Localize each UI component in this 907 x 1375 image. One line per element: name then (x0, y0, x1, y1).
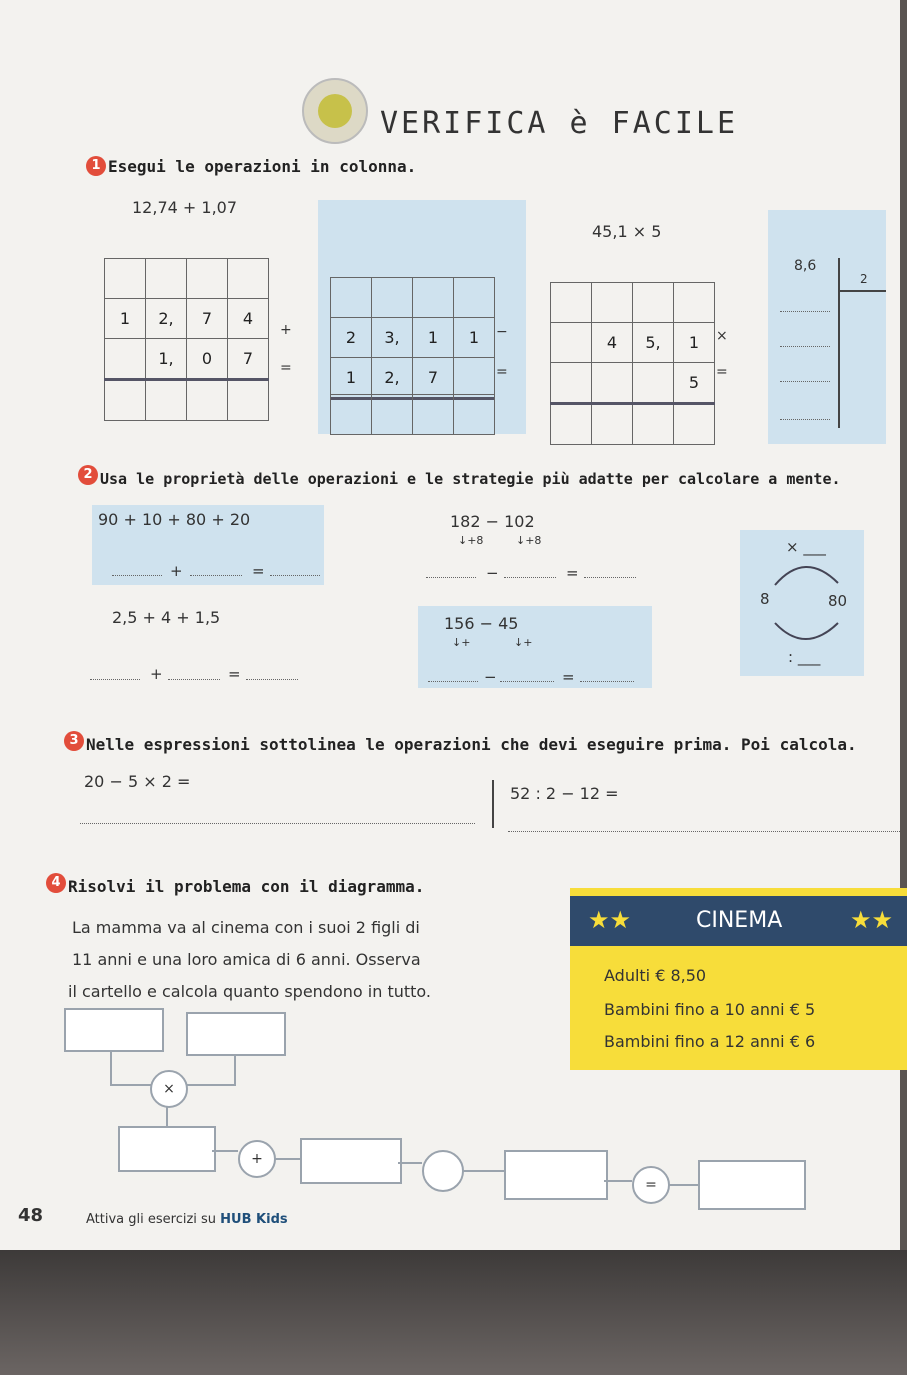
grid-b-cell[interactable]: 1 (413, 318, 454, 358)
problem-text-line: 11 anni e una loro amica di 6 anni. Osserva (72, 950, 421, 969)
grid-c-result-cell[interactable] (592, 404, 633, 445)
grid-b-cell[interactable]: 7 (413, 358, 454, 399)
division-dividend: 8,6 (794, 258, 817, 274)
equals-sign: = (562, 668, 575, 686)
minus-sign: − (496, 324, 508, 340)
mental-d-expression: 156 − 45 (444, 614, 519, 633)
footer-text: Attiva gli esercizi su HUB Kids (86, 1212, 288, 1227)
grid-b-cell[interactable]: 2 (331, 318, 372, 358)
division-answer-blank[interactable] (780, 418, 830, 420)
answer-blank[interactable] (426, 576, 476, 578)
grid-a-cell[interactable]: 4 (228, 299, 269, 339)
grid-c-cell[interactable]: 4 (592, 323, 633, 363)
arrow-label: ↓+8 (458, 534, 484, 547)
operation-c: 45,1 × 5 (592, 222, 662, 241)
arrow-label: ↓+ (452, 636, 471, 649)
division-answer-blank[interactable] (780, 345, 830, 347)
plus-operator[interactable]: + (238, 1140, 276, 1178)
operation-d-background (768, 210, 886, 444)
answer-blank[interactable] (504, 576, 556, 578)
operation-a: 12,74 + 1,07 (132, 198, 238, 217)
answer-blank[interactable] (584, 576, 636, 578)
division-horizontal-line (838, 290, 886, 292)
diagram-result-box[interactable] (504, 1150, 608, 1200)
column-grid-b-result (330, 394, 495, 435)
mental-c-expression: 2,5 + 4 + 1,5 (112, 608, 221, 627)
grid-a-result-cell[interactable] (105, 380, 146, 421)
arrow-label: ↓+8 (516, 534, 542, 547)
table-background (0, 1250, 907, 1375)
grid-b-result-cell[interactable] (372, 395, 413, 435)
answer-blank[interactable] (168, 678, 220, 680)
grid-a-cell[interactable]: 7 (228, 339, 269, 380)
expression-b-answer-line[interactable] (508, 830, 900, 832)
division-divisor: 2 (860, 272, 868, 286)
grid-c-cell[interactable] (551, 323, 592, 363)
exercise-2-number: 2 (78, 465, 98, 485)
column-grid-c (550, 282, 715, 445)
answer-blank[interactable] (428, 680, 478, 682)
exercise-2-instruction: Usa le proprietà delle operazioni e le strategie più adatte per calcolare a mente. (100, 470, 841, 488)
price-adults: Adulti € 8,50 (604, 966, 707, 985)
times-sign: × (716, 328, 728, 344)
division-answer-blank[interactable] (780, 310, 830, 312)
price-children-10: Bambini fino a 10 anni € 5 (604, 1000, 816, 1019)
answer-blank[interactable] (190, 574, 242, 576)
star-icon: ★★ (850, 906, 894, 934)
cinema-title: CINEMA (696, 908, 783, 933)
grid-a-cell[interactable]: 0 (187, 339, 228, 380)
column-grid-a (104, 258, 269, 421)
arrow-label: ↓+ (514, 636, 533, 649)
grid-b-result-cell[interactable] (454, 395, 495, 435)
star-icon: ★★ (588, 906, 632, 934)
grid-b-cell[interactable]: 1 (454, 318, 495, 358)
grid-a-cell[interactable]: 1, (146, 339, 187, 380)
column-grid-b (330, 277, 495, 400)
grid-c-cell[interactable] (551, 363, 592, 404)
equals-sign: = (280, 360, 292, 376)
grid-b-result-cell[interactable] (331, 395, 372, 435)
diagram-final-box[interactable] (698, 1160, 806, 1210)
equals-sign: = (496, 364, 508, 380)
answer-blank[interactable] (246, 678, 298, 680)
exercise-1-number: 1 (86, 156, 106, 176)
diagram-input-box[interactable] (186, 1012, 286, 1056)
plus-sign: + (280, 322, 292, 338)
connector (212, 1150, 238, 1152)
equals-sign: = (252, 562, 265, 580)
connector (110, 1050, 112, 1084)
connector (398, 1162, 422, 1164)
grid-b-cell[interactable]: 1 (331, 358, 372, 399)
grid-b-cell[interactable]: 2, (372, 358, 413, 399)
divider (492, 780, 494, 828)
grid-b-cell[interactable]: 3, (372, 318, 413, 358)
diagram-result-box[interactable] (118, 1126, 216, 1172)
grid-a-result-cell[interactable] (146, 380, 187, 421)
answer-blank[interactable] (500, 680, 554, 682)
plus-sign: + (150, 665, 163, 683)
operator-blank-circle[interactable] (422, 1150, 464, 1192)
connector (274, 1158, 300, 1160)
grid-a-cell[interactable]: 1 (105, 299, 146, 339)
mental-b-expression: 182 − 102 (450, 512, 535, 531)
grid-c-result-cell[interactable] (633, 404, 674, 445)
grid-a-result-cell[interactable] (228, 380, 269, 421)
times-operator[interactable]: × (150, 1070, 188, 1108)
answer-blank[interactable] (112, 574, 162, 576)
grid-c-cell[interactable] (592, 363, 633, 404)
page-title: VERIFICA è FACILE (380, 106, 739, 141)
equals-sign: = (566, 564, 579, 582)
diagram-result-box[interactable] (300, 1138, 402, 1184)
connector (604, 1180, 632, 1182)
grid-c-cell[interactable]: 1 (674, 323, 715, 363)
answer-blank[interactable] (90, 678, 140, 680)
exercise-4-instruction: Risolvi il problema con il diagramma. (68, 877, 425, 896)
grid-b-result-cell[interactable] (413, 395, 454, 435)
answer-blank[interactable] (580, 680, 634, 682)
grid-c-result-cell[interactable] (551, 404, 592, 445)
cycle-right-number: 80 (828, 592, 848, 610)
minus-sign: − (484, 668, 497, 686)
grid-c-cell[interactable] (633, 363, 674, 404)
price-children-12: Bambini fino a 12 anni € 6 (604, 1032, 816, 1051)
grid-a-cell[interactable] (105, 339, 146, 380)
diagram-input-box[interactable] (64, 1008, 164, 1052)
expression-a-answer-line[interactable] (80, 822, 475, 824)
grid-c-result-cell[interactable] (674, 404, 715, 445)
minus-sign: − (486, 564, 499, 582)
exercise-3-instruction: Nelle espressioni sottolinea le operazioni che devi eseguire prima. Poi calcola. (86, 735, 857, 754)
grid-c-cell[interactable]: 5, (633, 323, 674, 363)
exercise-4-number: 4 (46, 873, 66, 893)
equals-sign: = (228, 665, 241, 683)
cycle-bottom-label: : ___ (788, 648, 821, 666)
problem-text-line: il cartello e calcola quanto spendono in tutto. (68, 982, 431, 1001)
expression-a: 20 − 5 × 2 = (84, 772, 191, 791)
exercise-1-instruction: Esegui le operazioni in colonna. (108, 157, 417, 176)
grid-a-result-cell[interactable] (187, 380, 228, 421)
equals-sign: = (716, 364, 728, 380)
cycle-left-number: 8 (760, 590, 770, 608)
connector (166, 1106, 168, 1126)
section-logo-icon (302, 78, 368, 144)
answer-blank[interactable] (270, 574, 320, 576)
connector (668, 1184, 698, 1186)
cycle-top-label: × ___ (786, 538, 826, 556)
expression-b: 52 : 2 − 12 = (510, 784, 619, 803)
division-answer-blank[interactable] (780, 380, 830, 382)
exercise-3-number: 3 (64, 731, 84, 751)
division-vertical-line (838, 258, 840, 428)
plus-sign: + (170, 562, 183, 580)
grid-b-cell[interactable] (454, 358, 495, 399)
mental-a-expression: 90 + 10 + 80 + 20 (98, 510, 251, 529)
equals-operator[interactable]: = (632, 1166, 670, 1204)
cinema-poster-header (570, 896, 907, 946)
grid-a-cell[interactable]: 2, (146, 299, 187, 339)
connector (234, 1054, 236, 1084)
grid-c-cell[interactable]: 5 (674, 363, 715, 404)
connector (462, 1170, 504, 1172)
page-number: 48 (18, 1205, 44, 1226)
problem-text-line: La mamma va al cinema con i suoi 2 figli di (72, 918, 420, 937)
grid-a-cell[interactable]: 7 (187, 299, 228, 339)
